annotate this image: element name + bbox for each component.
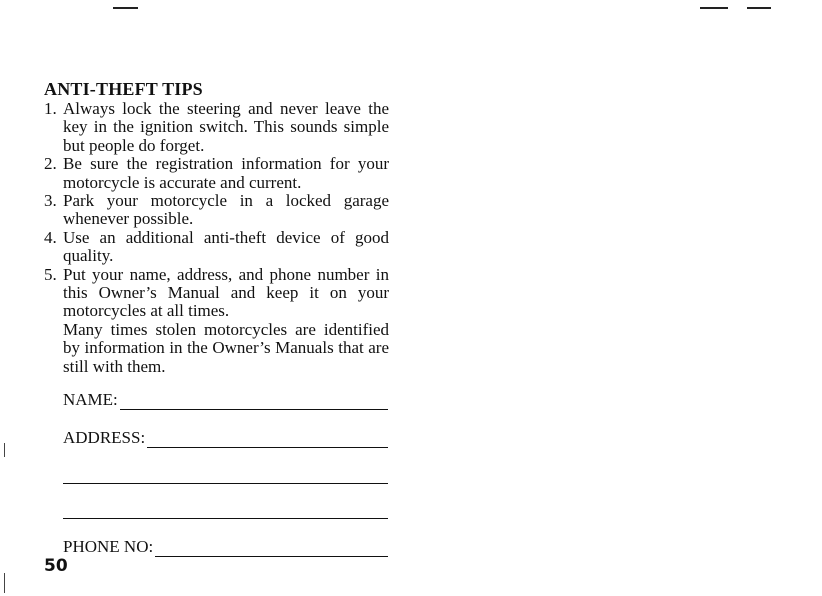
list-item-text: Always lock the steering and never leave the key in the ignition switch. This sounds simple but people do forget. [63,99,389,155]
address-label: ADDRESS: [63,428,146,447]
list-item-number: 3. [44,191,57,211]
scan-mark [747,7,771,9]
list-item-text: Be sure the registration information for your motorcycle is accurate and current. [63,154,389,192]
list-item-text: Put your name, address, and phone number in this Owner’s Manual and keep it on your motorcycles at all times. [63,264,389,321]
anti-theft-section [44,78,389,376]
address-write-line-2[interactable] [63,483,388,484]
list-item [44,229,389,266]
address-field[interactable] [63,428,388,448]
section-heading: ANTI-THEFT TIPS [44,79,203,99]
list-item-number: 1. [44,99,57,118]
scan-mark [700,7,728,9]
scan-mark [113,7,138,9]
list-item-number: 2. [44,154,57,174]
name-label: NAME: [63,390,118,409]
list-item-text: Use an additional anti-theft device of good quality. [63,227,389,266]
list-item-text: Park your motorcycle in a locked garage whenever possible. [63,191,389,229]
list-item-number: 5. [44,264,57,284]
name-field[interactable] [63,390,388,410]
list-item-number: 4. [44,227,57,247]
tips-list [44,100,389,321]
list-item [44,266,389,321]
address-write-line[interactable] [147,431,388,448]
phone-field[interactable] [63,537,388,557]
list-item [44,100,389,155]
phone-label: PHONE NO: [63,537,154,556]
scan-mark [4,573,5,593]
scan-mark [4,443,5,457]
phone-write-line[interactable] [155,540,388,557]
list-item [44,155,389,192]
page-number: 50 [44,556,68,576]
note-paragraph: Many times stolen motorcycles are identified by information in the Owner’s Manuals that are still with them. [63,319,389,376]
address-write-line-3[interactable] [63,518,388,519]
name-write-line[interactable] [120,393,388,410]
list-item [44,192,389,229]
